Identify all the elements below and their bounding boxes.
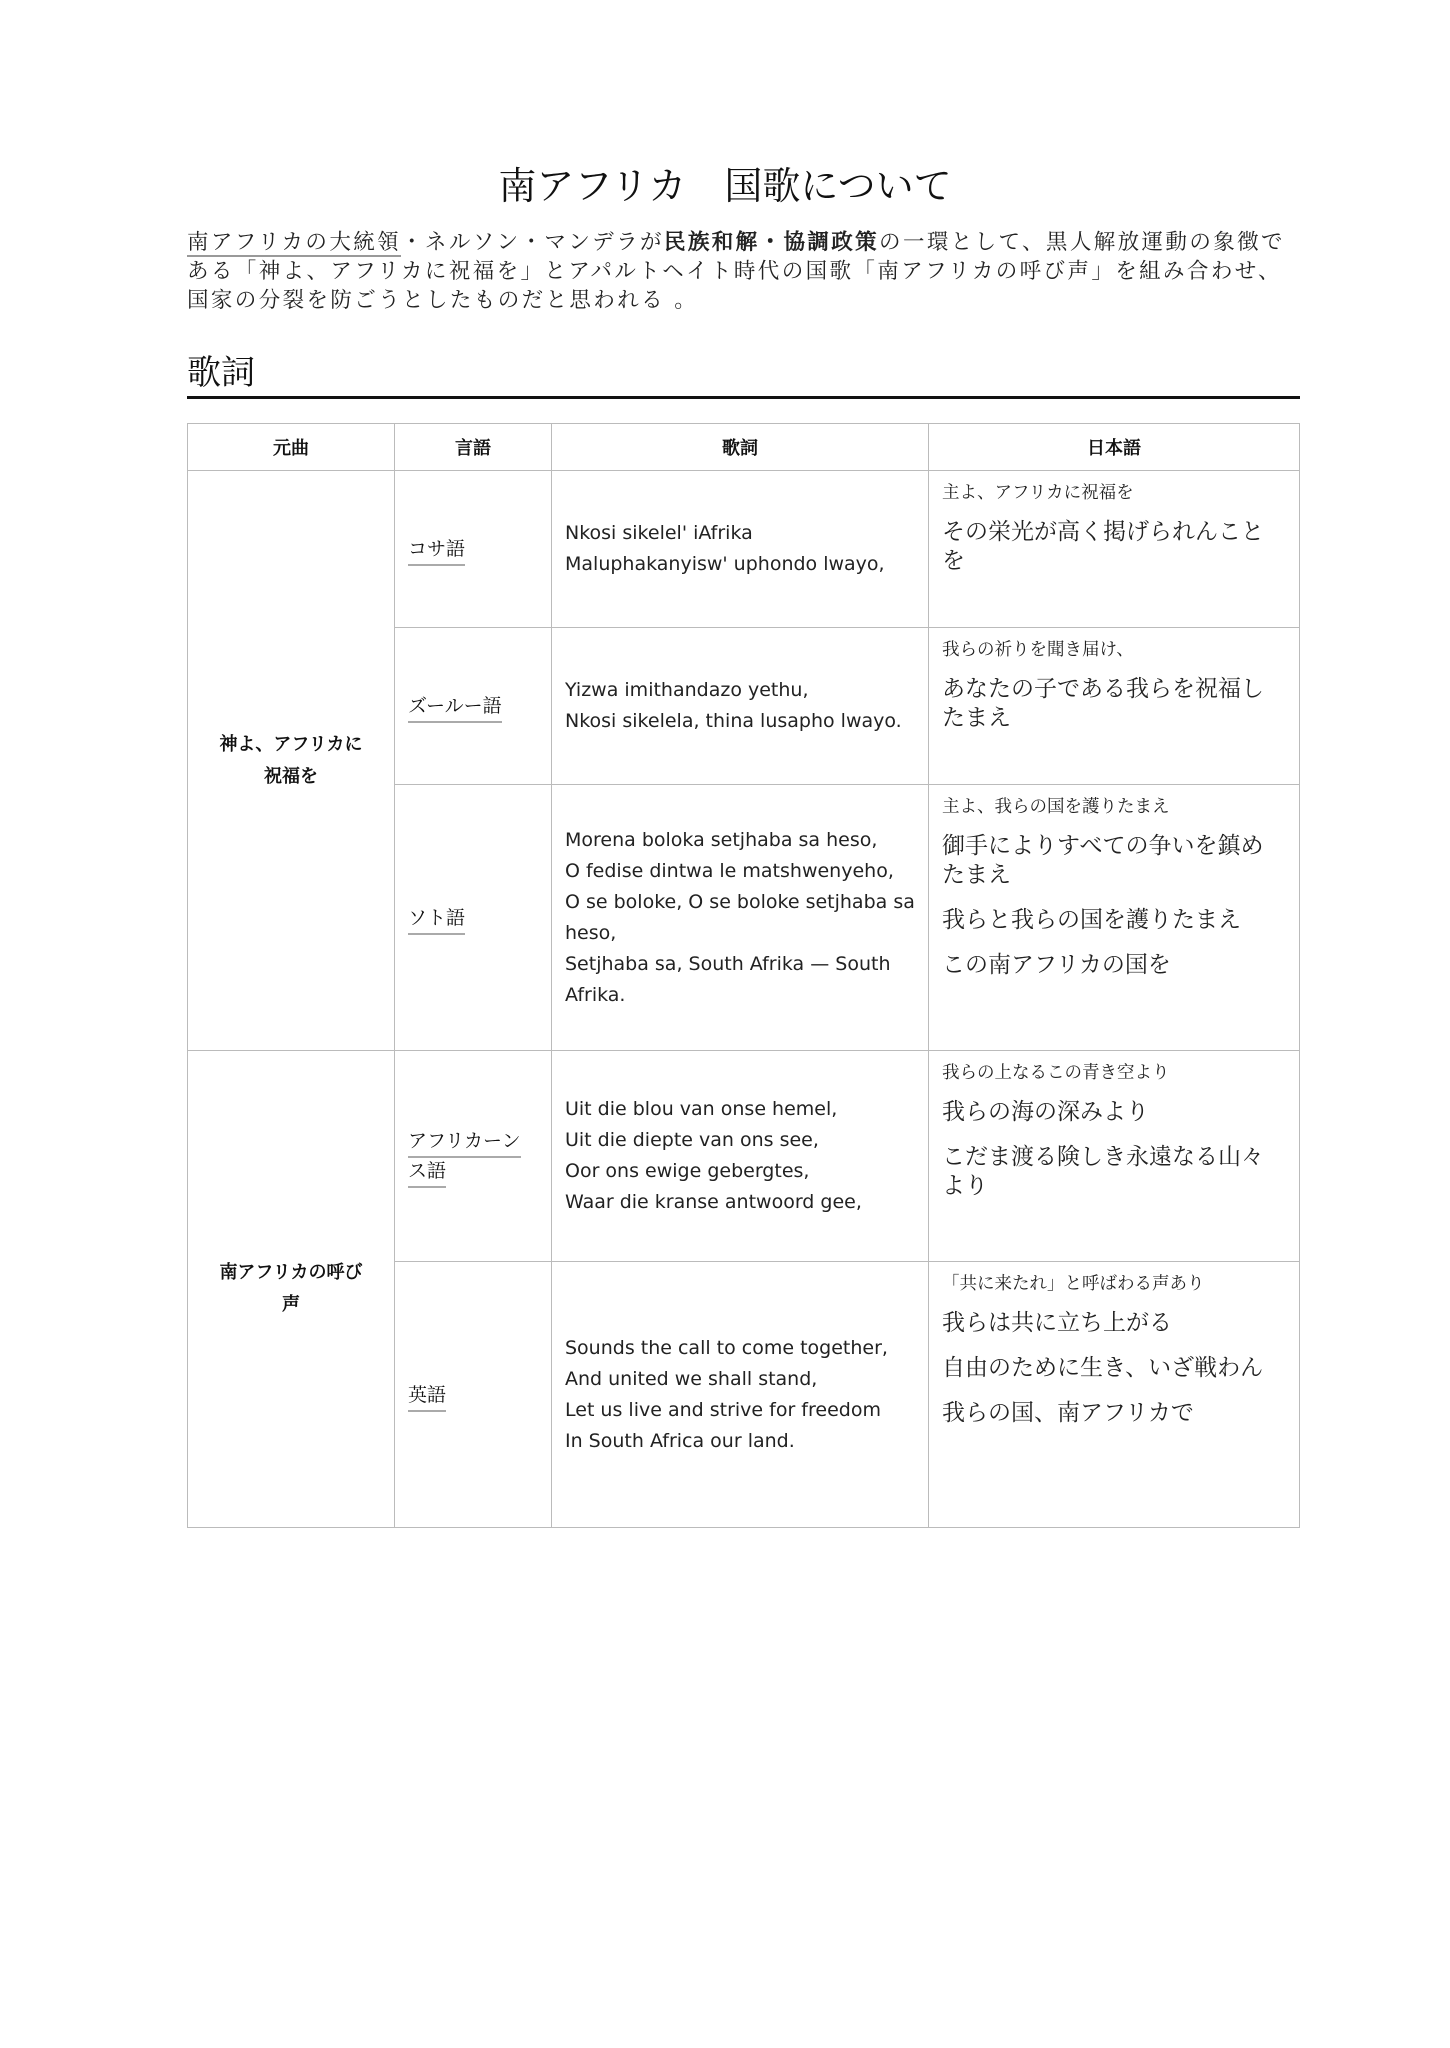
japanese-cell: 主よ、我らの国を護りたまえ 御手によりすべての争いを鎮めたまえ 我らと我らの国を護りたまえ この南アフリカの国を <box>929 785 1300 1051</box>
heading-rule <box>187 396 1300 399</box>
original-song: 南アフリカの呼び声 <box>188 1051 395 1528</box>
president-link[interactable]: 南アフリカの大統領 <box>187 230 402 255</box>
page-title: 南アフリカ 国歌について <box>498 164 952 208</box>
language-link[interactable]: コサ語 <box>408 538 465 566</box>
language-cell <box>395 471 552 628</box>
language-link[interactable]: ソト語 <box>408 907 465 935</box>
lyrics-cell: Sounds the call to come together, And united we shall stand, Let us live and strive for freedom In South Africa our land. <box>552 1262 929 1528</box>
language-cell <box>395 1262 552 1528</box>
language-link[interactable]: 英語 <box>408 1384 446 1412</box>
language-cell <box>395 1051 552 1262</box>
lyrics-cell: Morena boloka setjhaba sa heso, O fedise dintwa le matshwenyeho, O se boloke, O se boloke setjhaba sa heso, Setjhaba sa, South Afrika — South Afrika. <box>552 785 929 1051</box>
original-song: 神よ、アフリカに祝福を <box>188 471 395 1051</box>
section-heading: 歌詞 <box>187 353 255 393</box>
language-link[interactable]: ズールー語 <box>408 695 502 723</box>
japanese-cell: 我らの上なるこの青き空より 我らの海の深みより こだま渡る険しき永遠なる山々より <box>929 1051 1300 1262</box>
japanese-cell: 「共に来たれ」と呼ばわる声あり 我らは共に立ち上がる 自由のために生き、いざ戦わん 我らの国、南アフリカで <box>929 1262 1300 1528</box>
japanese-cell: 主よ、アフリカに祝福を その栄光が高く掲げられんことを <box>929 471 1300 628</box>
lyrics-cell: Nkosi sikelel' iAfrika Maluphakanyisw' uphondo lwayo, <box>552 471 929 628</box>
intro-text-1: ・ネルソン・マンデラが <box>401 230 664 255</box>
intro-text-2: の一環として、黒人解放運動の象徴である「神よ、アフリカに祝福を」とアパルトヘイト時代の国歌「南アフリカの呼び声」を組み合わせ、国家の分裂を防ごうとしたものだと思われる 。 <box>187 230 1285 313</box>
table-header-row <box>188 424 1300 471</box>
language-link[interactable]: アフリカーンス語 <box>408 1130 521 1188</box>
lyrics-table <box>187 423 1300 1528</box>
header-original: 元曲 <box>188 424 395 471</box>
lyrics-cell: Yizwa imithandazo yethu, Nkosi sikelela, thina lusapho lwayo. <box>552 628 929 785</box>
table-row <box>188 471 1300 628</box>
table-row <box>188 1051 1300 1262</box>
header-language: 言語 <box>395 424 552 471</box>
language-cell <box>395 628 552 785</box>
header-lyrics: 歌詞 <box>552 424 929 471</box>
intro-bold: 民族和解・協調政策 <box>663 230 880 255</box>
header-japanese: 日本語 <box>929 424 1300 471</box>
japanese-cell: 我らの祈りを聞き届け、 あなたの子である我らを祝福したまえ <box>929 628 1300 785</box>
language-cell <box>395 785 552 1051</box>
lyrics-cell: Uit die blou van onse hemel, Uit die diepte van ons see, Oor ons ewige gebergtes, Waar die kranse antwoord gee, <box>552 1051 929 1262</box>
intro-paragraph <box>187 228 1302 315</box>
